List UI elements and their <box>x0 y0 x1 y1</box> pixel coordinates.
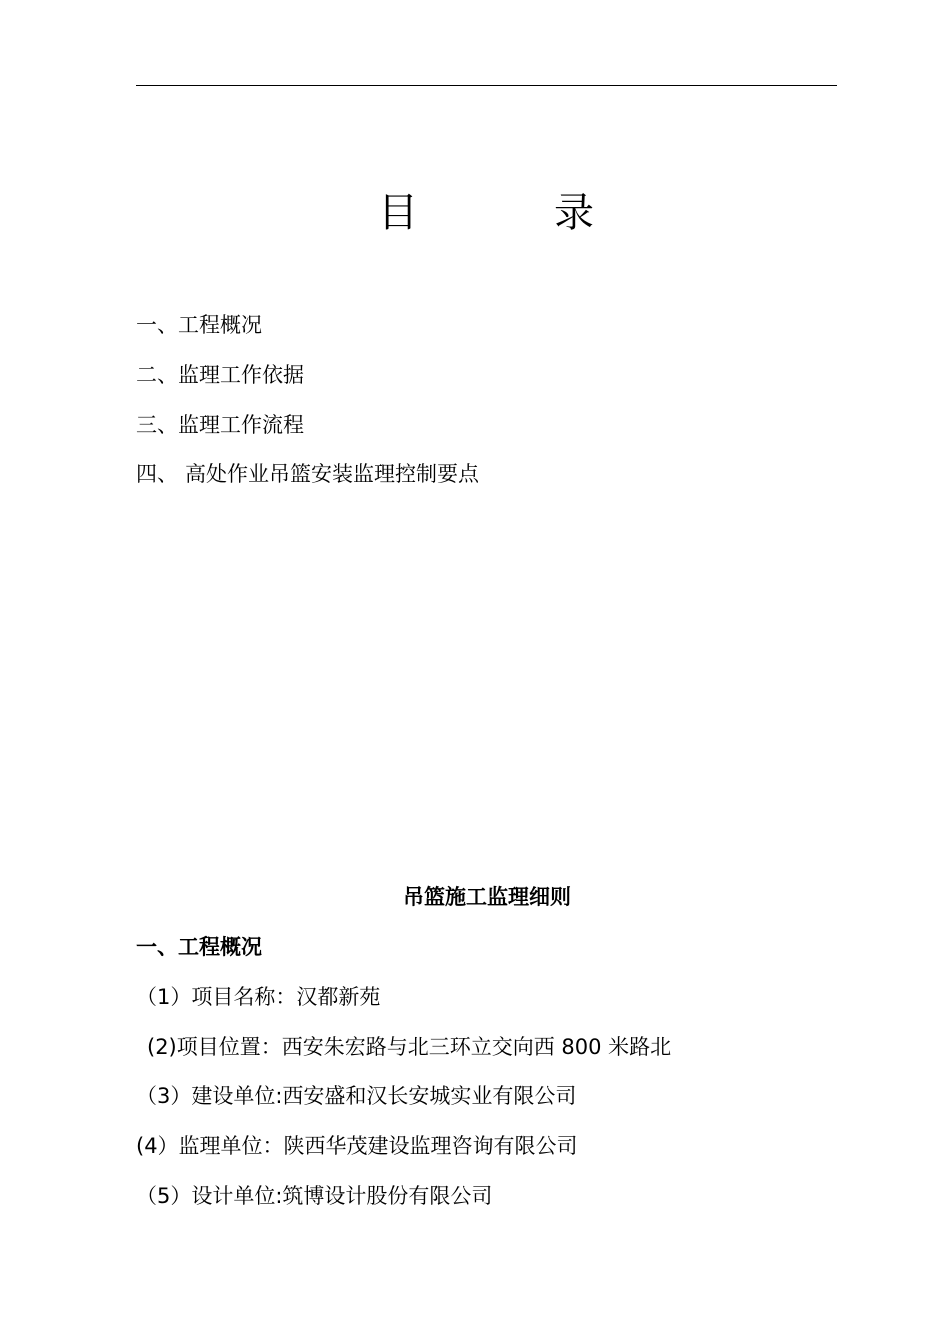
header-rule <box>136 85 837 86</box>
toc-item-4 <box>136 459 479 489</box>
toc-title-char-1: 目 <box>378 190 418 236</box>
document-title: 吊篮施工监理细则 <box>403 885 571 909</box>
toc-title <box>0 188 950 238</box>
detail-project-name: （1）项目名称：汉都新苑 <box>136 985 381 1009</box>
toc-item-number: 一、 <box>136 313 178 337</box>
toc-item-text: 高处作业吊篮安装监理控制要点 <box>185 462 479 486</box>
section-heading: 一、工程概况 <box>136 935 262 959</box>
toc-item-3 <box>136 410 304 440</box>
toc-item-number: 三、 <box>136 413 178 437</box>
toc-item-2 <box>136 360 304 390</box>
toc-item-text: 监理工作流程 <box>178 413 304 437</box>
detail-construction-unit: （3）建设单位:西安盛和汉长安城实业有限公司 <box>136 1084 577 1108</box>
detail-supervision-unit: (4）监理单位：陕西华茂建设监理咨询有限公司 <box>136 1134 578 1158</box>
toc-item-1 <box>136 310 262 340</box>
toc-item-number: 四、 <box>136 462 178 486</box>
toc-item-text: 监理工作依据 <box>178 363 304 387</box>
toc-item-text: 工程概况 <box>178 313 262 337</box>
detail-project-location: (2)项目位置：西安朱宏路与北三环立交向西 800 米路北 <box>147 1035 672 1059</box>
detail-design-unit: （5）设计单位:筑博设计股份有限公司 <box>136 1184 493 1208</box>
toc-item-number: 二、 <box>136 363 178 387</box>
toc-title-char-2: 录 <box>554 190 594 236</box>
